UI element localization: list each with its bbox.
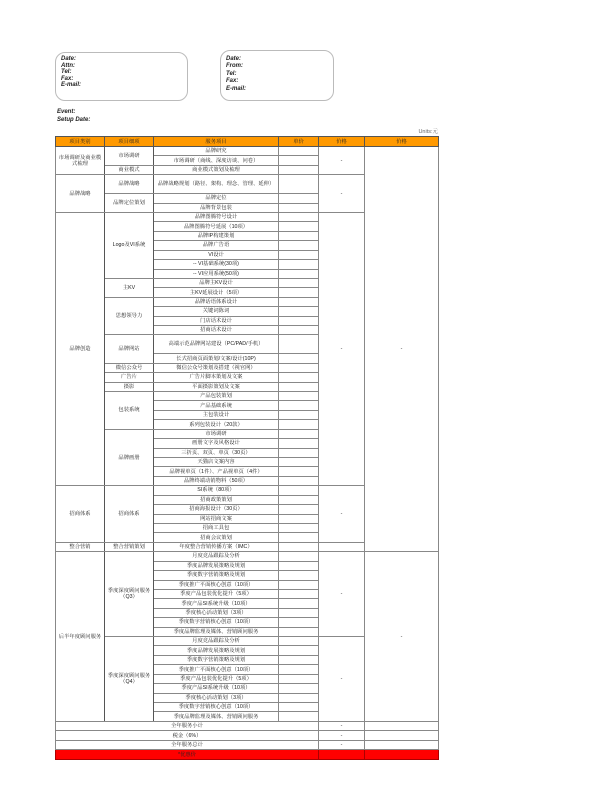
header-subitem: 项目细项 (105, 137, 154, 147)
unit-price-cell (279, 637, 319, 646)
price-cell: - (319, 552, 365, 637)
category-cell: 后半年度顾问服务 (56, 552, 105, 722)
service-item-cell: VI设计 (154, 250, 279, 259)
service-item-cell: 季度核心活动策划（3项） (154, 693, 279, 702)
unit-price-cell (279, 608, 319, 617)
service-item-cell: 产品基础系统 (154, 401, 279, 410)
recipient-date-label: Date: (61, 56, 77, 62)
setup-date-label: Setup Date: (57, 117, 91, 123)
category-cell: 招商体系 (56, 486, 105, 543)
unit-price-cell (279, 382, 319, 391)
unit-price-cell (279, 655, 319, 664)
unit-price-cell (279, 363, 319, 372)
service-item-cell: -- VI基础系统(30项) (154, 260, 279, 269)
summary-price: - (319, 740, 365, 750)
service-item-cell: 品牌战略规划（路径、架构、理念、管理、延伸） (154, 175, 279, 194)
service-item-cell: 关键词陈词 (154, 307, 279, 316)
unit-price-cell (279, 561, 319, 570)
summary-total (365, 721, 439, 731)
service-item-cell: 品牌主KV设计 (154, 278, 279, 287)
category-cell: 品牌创造 (56, 213, 105, 486)
service-item-cell: 门店话术设计 (154, 316, 279, 325)
service-item-cell: 季度数字营销核心创意（10项） (154, 702, 279, 711)
service-item-cell: 品牌广告语 (154, 241, 279, 250)
service-item-cell: 季度推广平面核心创意（10项） (154, 665, 279, 674)
unit-price-cell (279, 429, 319, 438)
category-cell: 品牌战略 (56, 175, 105, 213)
unit-price-cell (279, 326, 319, 335)
service-item-cell: 市场调研（商线、深度访谈、问卷） (154, 156, 279, 165)
service-item-cell: 季度产品包装优化提升（5项） (154, 589, 279, 598)
service-item-cell: 品牌图腾符号延展（10项） (154, 222, 279, 231)
unit-price-cell (279, 307, 319, 316)
recipient-email-label: E-mail: (61, 82, 82, 89)
service-item-cell: 品牌话语体系设计 (154, 297, 279, 306)
sender-from-label: From: (226, 63, 243, 70)
price-cell: - (319, 175, 365, 213)
unit-price-cell (279, 646, 319, 655)
unit-price-cell (279, 439, 319, 448)
sender-tel-label: Tel: (226, 70, 237, 77)
summary-price (319, 750, 365, 760)
unit-price-cell (279, 354, 319, 363)
unit-price-cell (279, 571, 319, 580)
subitem-cell: 品牌画册 (105, 429, 154, 486)
service-item-cell: SI系统（80项） (154, 486, 279, 495)
price-cell: - (319, 213, 365, 486)
subitem-cell: 季度深度顾问服务（Q3） (105, 552, 154, 637)
unit-price-cell (279, 712, 319, 721)
service-item-cell: 季度数字营销核心创意（10项） (154, 618, 279, 627)
unit-price-cell (279, 288, 319, 297)
unit-price-cell (279, 599, 319, 608)
service-item-cell: 平面摄影策划及文案 (154, 382, 279, 391)
recipient-attn-label: Attn: (61, 62, 75, 69)
unit-price-cell (279, 533, 319, 542)
service-item-cell: 画册文字及风格设计 (154, 439, 279, 448)
subitem-cell: 整合营销策划 (105, 542, 154, 551)
service-item-cell: 品牌视单页（1件）、产品视单页（4件） (154, 467, 279, 476)
service-item-cell: 天猫店文案内容 (154, 458, 279, 467)
unit-price-cell (279, 250, 319, 259)
service-item-cell: 长式招商页面策划/文案/设计(10P) (154, 354, 279, 363)
unit-price-cell (279, 618, 319, 627)
subitem-cell: 品牌网站 (105, 335, 154, 363)
summary-price: - (319, 731, 365, 741)
unit-price-cell (279, 156, 319, 165)
service-item-cell: 商业模式策划及梳理 (154, 165, 279, 174)
discount-price-row (56, 750, 439, 760)
service-item-cell: 招商海报设计（30页） (154, 505, 279, 514)
subitem-cell: 招商体系 (105, 486, 154, 543)
unit-price-cell (279, 580, 319, 589)
subitem-cell: 季度深度顾问服务（Q4） (105, 637, 154, 722)
subitem-cell: 广告片 (105, 373, 154, 382)
header-service: 服务项目 (154, 137, 279, 147)
subitem-cell: 品牌战略 (105, 175, 154, 194)
total-price-cell: - (365, 552, 439, 722)
price-cell: - (319, 637, 365, 722)
subitem-cell: 市场调研 (105, 147, 154, 166)
service-item-cell: 品牌终端动销物料（50项） (154, 476, 279, 485)
price-cell (319, 542, 365, 551)
table-row (56, 147, 439, 156)
table-header-row (56, 137, 439, 147)
unit-price-cell (279, 297, 319, 306)
service-item-cell: 市场调研 (154, 429, 279, 438)
summary-row (56, 740, 439, 750)
service-item-cell: 月度竞品跟踪及分析 (154, 552, 279, 561)
unit-price-cell (279, 627, 319, 636)
category-cell: 市场调研及商业模式梳理 (56, 147, 105, 175)
unit-price-cell (279, 410, 319, 419)
category-cell: 整合营销 (56, 542, 105, 551)
service-item-cell: 季度产品SI系统升级（10项） (154, 684, 279, 693)
unit-price-cell (279, 175, 319, 194)
subitem-cell: 品牌定位策划 (105, 194, 154, 213)
unit-price-cell (279, 269, 319, 278)
service-item-cell: 系列包装设计（20款） (154, 420, 279, 429)
recipient-fax-label: Fax: (61, 75, 74, 82)
service-item-cell: 月度竞品跟踪及分析 (154, 637, 279, 646)
unit-price-cell (279, 693, 319, 702)
recipient-tel-label: Tel: (61, 69, 72, 76)
unit-price-cell (279, 448, 319, 457)
summary-label: 税金（6%） (56, 731, 319, 741)
header-total-price: 价格 (365, 137, 439, 147)
unit-price-cell (279, 523, 319, 532)
subitem-cell: 摄影 (105, 382, 154, 391)
service-item-cell: 季度产品包装优化提升（5项） (154, 674, 279, 683)
unit-price-cell (279, 665, 319, 674)
unit-price-cell (279, 373, 319, 382)
unit-price-cell (279, 514, 319, 523)
summary-row (56, 731, 439, 741)
unit-price-cell (279, 505, 319, 514)
unit-price-cell (279, 203, 319, 212)
service-item-cell: 广告片脚本策划及文案 (154, 373, 279, 382)
unit-price-cell (279, 552, 319, 561)
service-item-cell: 季度推广平面核心创意（10项） (154, 580, 279, 589)
unit-price-cell (279, 241, 319, 250)
service-item-cell: 主KV延展设计（5项） (154, 288, 279, 297)
subitem-cell: 包装系统 (105, 392, 154, 430)
service-item-cell: 品牌研究 (154, 147, 279, 156)
service-item-cell: 季度产品SI系统升级（10项） (154, 599, 279, 608)
service-item-cell: 招商会议策划 (154, 533, 279, 542)
recipient-info-box (55, 52, 188, 101)
unit-price-cell (279, 420, 319, 429)
subitem-cell: Logo及VI系统 (105, 213, 154, 279)
service-item-cell: 三折页、双页、单页（30页） (154, 448, 279, 457)
unit-price-cell (279, 495, 319, 504)
unit-price-cell (279, 458, 319, 467)
unit-price-cell (279, 222, 319, 231)
subitem-cell: 微信公众号 (105, 363, 154, 372)
unit-price-cell (279, 231, 319, 240)
unit-price-cell (279, 392, 319, 401)
unit-price-cell (279, 260, 319, 269)
unit-price-cell (279, 674, 319, 683)
sender-email-label: E-mail: (226, 85, 247, 92)
unit-price-cell (279, 589, 319, 598)
service-item-cell: 主包装设计 (154, 410, 279, 419)
header-price: 价格 (319, 137, 365, 147)
units-label: Units:元 (418, 129, 438, 135)
summary-total (365, 740, 439, 750)
service-item-cell: 高端示范品牌网站建设（PC/PAD/手机） (154, 335, 279, 354)
service-item-cell: 招商话术设计 (154, 326, 279, 335)
service-item-cell: 季度数字营销策略及规划 (154, 571, 279, 580)
subitem-cell: 主KV (105, 278, 154, 297)
service-item-cell: 微信公众号策划及搭建（视官网） (154, 363, 279, 372)
service-item-cell: 季度品牌发展策略及规划 (154, 561, 279, 570)
subitem-cell: 商业模式 (105, 165, 154, 174)
event-label: Event: (57, 109, 76, 115)
unit-price-cell (279, 684, 319, 693)
service-item-cell: 季度数字营销策略及规划 (154, 655, 279, 664)
subitem-cell: 思想领导力 (105, 297, 154, 335)
unit-price-cell (279, 542, 319, 551)
price-cell: - (319, 147, 365, 175)
service-item-cell: 品牌IP构建策划 (154, 231, 279, 240)
service-item-cell: 季度核心活动策划（3项） (154, 608, 279, 617)
service-item-cell: 招商工具包 (154, 523, 279, 532)
total-price-cell: - (365, 147, 439, 552)
service-item-cell: 季度品牌监理及媒体、营销顾问服务 (154, 712, 279, 721)
unit-price-cell (279, 213, 319, 222)
unit-price-cell (279, 335, 319, 354)
header-category: 项目类别 (56, 137, 105, 147)
summary-label: *优惠价 (56, 750, 319, 760)
unit-price-cell (279, 401, 319, 410)
service-item-cell: 年度整合营销传播方案（IMC） (154, 542, 279, 551)
unit-price-cell (279, 476, 319, 485)
summary-label: 全年服务总计 (56, 740, 319, 750)
unit-price-cell (279, 467, 319, 476)
summary-row (56, 721, 439, 731)
price-cell: - (319, 486, 365, 543)
service-item-cell: 品牌背景包装 (154, 203, 279, 212)
summary-total (365, 731, 439, 741)
summary-price: - (319, 721, 365, 731)
unit-price-cell (279, 278, 319, 287)
summary-label: 全年服务小计 (56, 721, 319, 731)
unit-price-cell (279, 165, 319, 174)
unit-price-cell (279, 486, 319, 495)
sender-date-label: Date: (226, 56, 242, 62)
quotation-table (55, 136, 439, 760)
summary-total (365, 750, 439, 760)
unit-price-cell (279, 194, 319, 203)
table-row (56, 552, 439, 561)
service-item-cell: 品牌图腾符号设计 (154, 213, 279, 222)
service-item-cell: -- VI应用系统(50项) (154, 269, 279, 278)
service-item-cell: 招商政策策划 (154, 495, 279, 504)
header-unit-price: 单价 (279, 137, 319, 147)
unit-price-cell (279, 147, 319, 156)
service-item-cell: 季度品牌监理及媒体、营销顾问服务 (154, 627, 279, 636)
service-item-cell: 产品包装策划 (154, 392, 279, 401)
sender-info-box (220, 50, 334, 101)
service-item-cell: 品牌定位 (154, 194, 279, 203)
sender-fax-label: Fax: (226, 78, 239, 85)
unit-price-cell (279, 316, 319, 325)
service-item-cell: 季度品牌发展策略及规划 (154, 646, 279, 655)
unit-price-cell (279, 702, 319, 711)
service-item-cell: 网站招商文案 (154, 514, 279, 523)
